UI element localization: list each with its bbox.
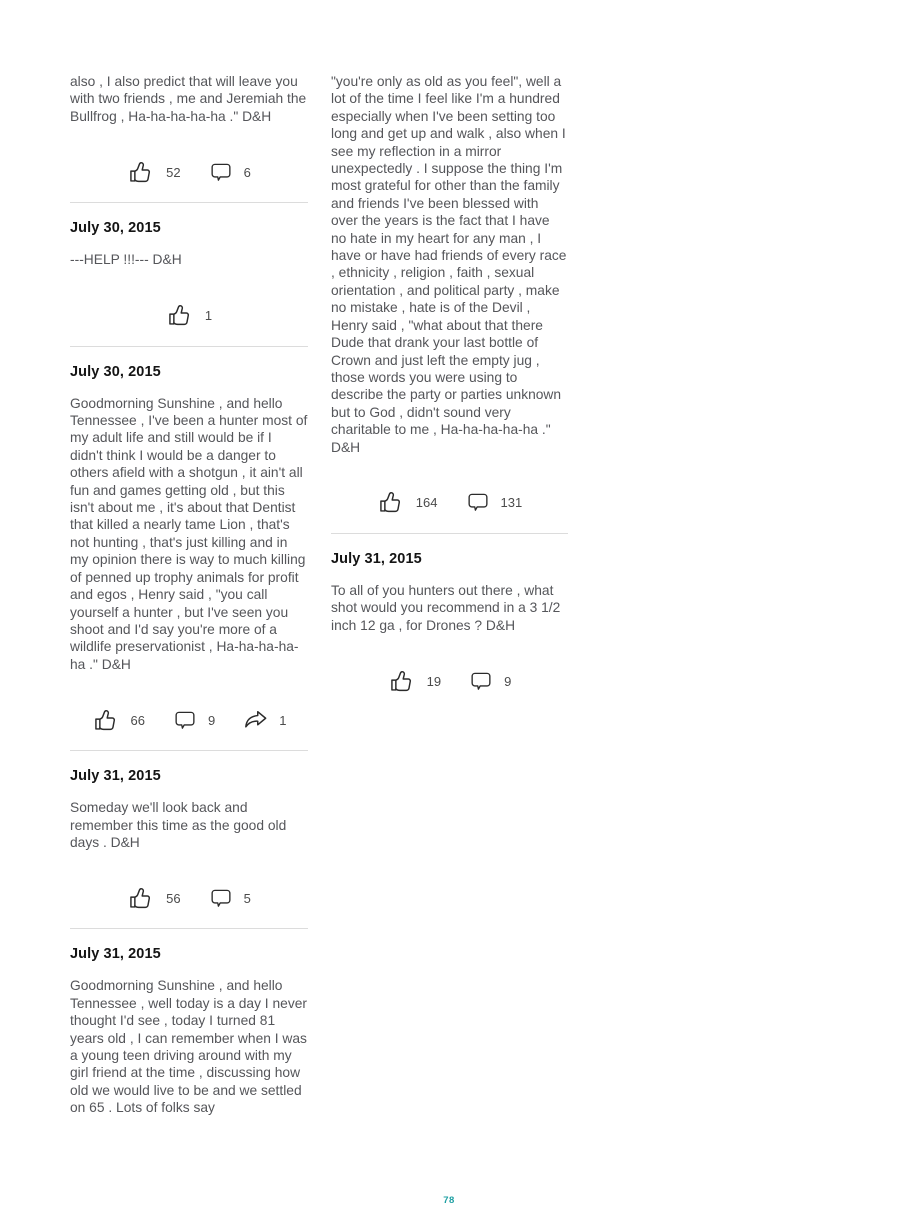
post-date: July 30, 2015 <box>70 363 161 380</box>
comments-count: 9 <box>504 673 512 689</box>
comments-reaction <box>465 490 523 515</box>
reactions-row <box>70 884 308 912</box>
reactions-row <box>70 158 308 186</box>
likes-reaction <box>92 707 145 734</box>
likes-count: 1 <box>204 308 213 324</box>
comments-reaction <box>208 160 251 185</box>
post-date: July 31, 2015 <box>331 550 422 567</box>
reactions-row <box>70 302 308 330</box>
post <box>70 73 308 186</box>
post <box>70 750 308 912</box>
post-divider <box>70 346 308 347</box>
post-date: July 31, 2015 <box>70 946 161 963</box>
comment-bubble-icon <box>468 669 494 694</box>
post-divider <box>70 202 308 203</box>
comments-count: 9 <box>208 712 216 728</box>
thumbs-up-icon <box>388 668 417 695</box>
post <box>331 533 568 695</box>
likes-reaction <box>127 885 180 912</box>
post <box>70 346 308 735</box>
posts-column-left <box>70 66 308 1117</box>
reactions-row <box>331 667 568 695</box>
thumbs-up-icon <box>127 885 156 912</box>
post-text: Someday we'll look back and remember this time as the good old days . D&H <box>70 800 287 850</box>
likes-reaction <box>166 302 212 329</box>
comment-bubble-icon <box>208 886 234 911</box>
page-number: 78 <box>443 1195 455 1206</box>
comments-count: 6 <box>243 164 251 180</box>
likes-reaction <box>388 668 441 695</box>
post <box>70 928 308 1116</box>
comment-bubble-icon <box>172 708 198 733</box>
reactions-row <box>331 489 568 517</box>
post-divider <box>70 928 308 929</box>
likes-count: 66 <box>130 712 145 728</box>
post-date: July 30, 2015 <box>70 220 161 237</box>
post-text: Goodmorning Sunshine , and hello Tennessee , well today is a day I never thought I'd see , today I turned 81 years old , I can remember when I was a young teen driving around with my girl friend at the time , discussing how old we would live to be and we settled on 65 . Lots of folks say <box>70 978 307 1116</box>
thumbs-up-icon <box>166 302 195 329</box>
comment-bubble-icon <box>465 490 491 515</box>
comments-count: 5 <box>243 890 251 906</box>
share-arrow-icon <box>242 709 269 732</box>
shares-reaction <box>242 709 286 732</box>
likes-count: 56 <box>166 890 181 906</box>
likes-reaction <box>377 489 438 516</box>
post-divider <box>70 750 308 751</box>
comment-bubble-icon <box>208 160 234 185</box>
thumbs-up-icon <box>377 489 406 516</box>
post-text: "you're only as old as you feel", well a lot of the time I feel like I'm a hundred especially when I've been setting too long and get up and walk , also when I see my reflection in a mirror unexpectedly . I suppose the thing I'm most grateful for other than the family and friends I've been blessed with over the years is the fact that I have no hate in my heart for any man , I have or have had friends of every race , ethnicity , religion , faith , sexual orientation , and political party , make no mistake , hate is of the Devil , Henry said , "what about that there Dude that drank your last bottle of Crown and just left the empty jug , those words you were using to describe the party or parties unknown but to God , didn't sound very charitable to me , Ha-ha-ha-ha-ha ." D&H <box>331 74 567 455</box>
comments-reaction <box>468 669 511 694</box>
post-text: also , I also predict that will leave you with two friends , me and Jeremiah the Bullfrog , Ha-ha-ha-ha-ha ." D&H <box>70 74 307 124</box>
post-divider <box>331 533 568 534</box>
reactions-row <box>70 706 308 734</box>
post-date: July 31, 2015 <box>70 768 161 785</box>
likes-reaction <box>127 159 180 186</box>
comments-reaction <box>208 886 251 911</box>
likes-count: 19 <box>426 673 442 689</box>
comments-count: 131 <box>500 495 523 511</box>
likes-count: 164 <box>415 495 438 511</box>
post-text: To all of you hunters out there , what shot would you recommend in a 3 1/2 inch 12 ga , for Drones ? D&H <box>331 582 561 633</box>
post <box>70 202 308 329</box>
thumbs-up-icon <box>127 159 156 186</box>
post <box>331 73 568 517</box>
likes-count: 52 <box>166 164 181 180</box>
shares-count: 1 <box>279 712 287 728</box>
comments-reaction <box>172 708 215 733</box>
posts-column-right <box>331 66 568 695</box>
post-text: Goodmorning Sunshine , and hello Tennessee , I've been a hunter most of my adult life and still would be if I didn't think I would be a danger to others afield with a shotgun , it ain't all fun and games getting old , but this isn't about me , it's about that Dentist that killed a nearly tame Lion , that's not hunting , that's just killing and in my opinion there is way to much killing of penned up trophy animals for profit and egos , Henry said , "you call yourself a hunter , but I've seen you shoot and I'd say you're more of a wildlife preservationist , Ha-ha-ha-ha-ha ." D&H <box>70 395 308 672</box>
post-text: ---HELP !!!--- D&H <box>70 252 182 268</box>
thumbs-up-icon <box>92 707 121 734</box>
